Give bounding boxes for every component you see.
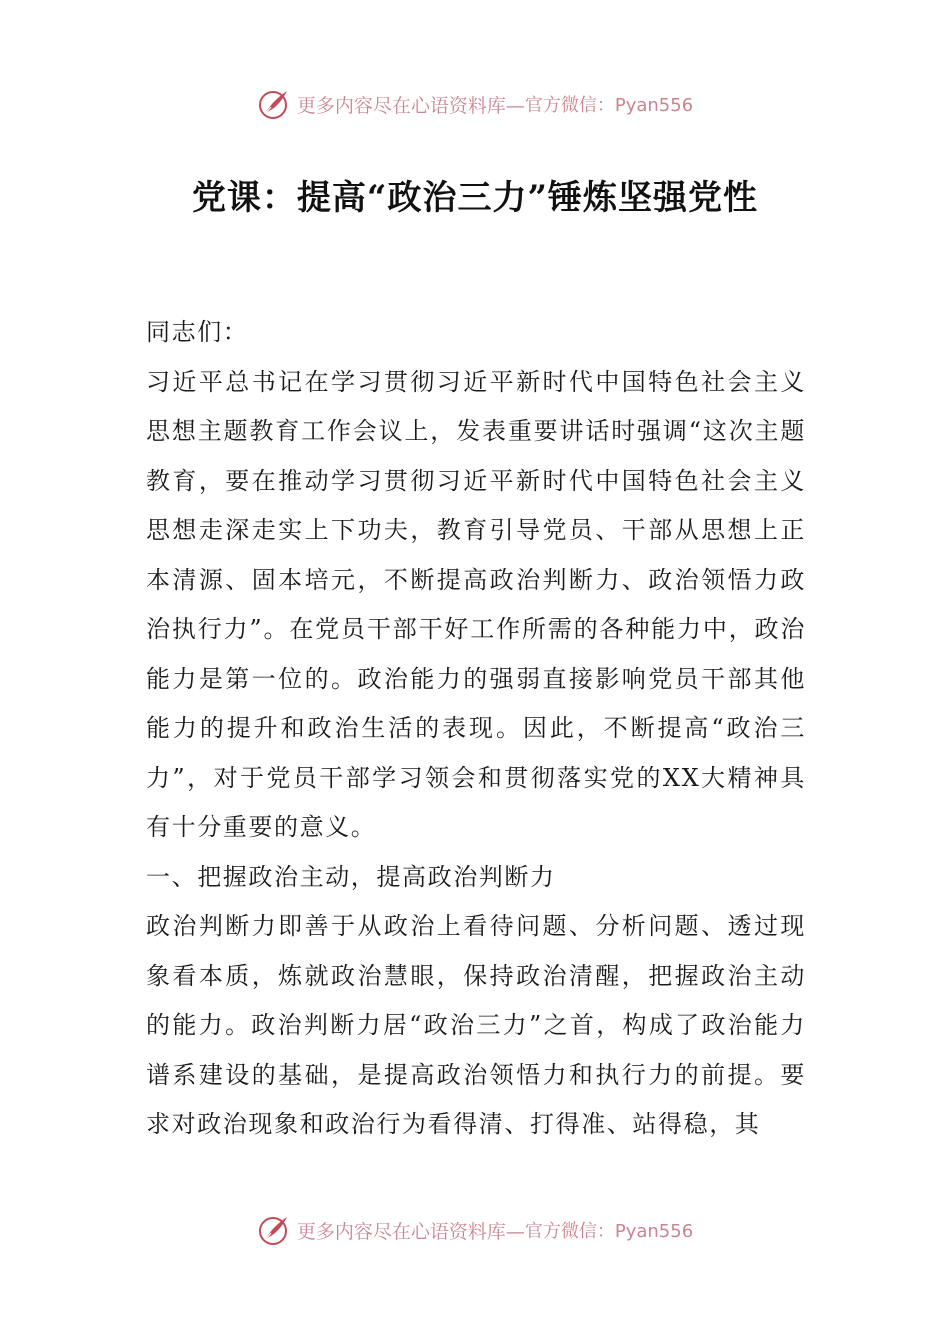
- section-heading-1: 一、把握政治主动，提高政治判断力: [146, 862, 556, 891]
- paragraph-intro: 习近平总书记在学习贯彻习近平新时代中国特色社会主义思想主题教育工作会议上，发表重要讲话时强调“这次主题教育，要在推动学习贯彻习近平新时代中国特色社会主义思想走深走实上下功夫，教育引导党员、干部从思想上正本清源、固本培元，不断提高政治判断力、政治领悟力政治执行力”。在党员干部干好工作所需的各种能力中，政治能力是第一位的。政治能力的强弱直接影响党员干部其他能力的提升和政治生活的表现。因此，不断提高“政治三力”，对于党员干部学习领会和贯彻落实党的XX大精神具有十分重要的意义。: [146, 367, 806, 841]
- header-watermark: [0, 84, 950, 124]
- salutation: 同志们：: [146, 318, 249, 346]
- watermark-text: 更多内容尽在心语资料库—: [296, 94, 525, 117]
- document-body: [146, 308, 806, 1150]
- paragraph-section-1: 政治判断力即善于从政治上看待问题、分析问题、透过现象看本质，炼就政治慧眼，保持政治清醒，把握政治主动的能力。政治判断力居“政治三力”之首，构成了政治能力谱系建设的基础，是提高政治领悟力和执行力的前提。要求对政治现象和政治行为看得清、打得准、站得稳，其: [146, 912, 806, 1138]
- document-title: 党课：提高“政治三力”锤炼坚强党性: [191, 178, 759, 218]
- watermark-text: 更多内容尽在心语资料库—: [296, 1220, 525, 1243]
- quill-logo-icon: [257, 1213, 291, 1247]
- quill-logo-icon: [257, 87, 291, 121]
- watermark-wechat: 官方微信：Pyan556: [524, 1221, 694, 1242]
- watermark-wechat: 官方微信：Pyan556: [524, 95, 694, 116]
- footer-watermark: [0, 1210, 950, 1250]
